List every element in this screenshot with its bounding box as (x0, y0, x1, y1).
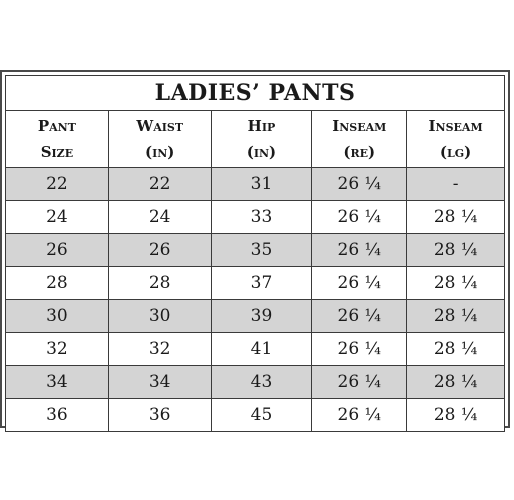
cell-inseam-regular: 26 ¼ (312, 399, 407, 432)
cell-pant-size: 24 (6, 201, 109, 234)
header-pant-size (6, 111, 109, 168)
cell-hip: 35 (211, 234, 312, 267)
cell-hip: 39 (211, 300, 312, 333)
cell-waist: 36 (108, 399, 211, 432)
header-line: Waist (136, 117, 183, 135)
cell-pant-size: 34 (6, 366, 109, 399)
cell-waist: 34 (108, 366, 211, 399)
cell-hip: 31 (211, 168, 312, 201)
table-row (6, 267, 505, 300)
cell-waist: 30 (108, 300, 211, 333)
cell-inseam-long: 28 ¼ (407, 366, 505, 399)
header-line: Pant (37, 117, 76, 135)
header-line: (in) (144, 143, 175, 161)
cell-inseam-regular: 26 ¼ (312, 201, 407, 234)
cell-inseam-regular: 26 ¼ (312, 267, 407, 300)
cell-pant-size: 26 (6, 234, 109, 267)
header-line: (re) (343, 143, 376, 161)
title-row (6, 76, 505, 111)
table-row (6, 234, 505, 267)
table-title: LADIES’ PANTS (6, 76, 505, 111)
cell-hip: 37 (211, 267, 312, 300)
header-line: (lg) (439, 143, 472, 161)
cell-pant-size: 36 (6, 399, 109, 432)
header-line: Inseam (332, 117, 387, 135)
cell-pant-size: 28 (6, 267, 109, 300)
cell-inseam-long: 28 ¼ (407, 234, 505, 267)
cell-pant-size: 32 (6, 333, 109, 366)
cell-waist: 28 (108, 267, 211, 300)
cell-pant-size: 30 (6, 300, 109, 333)
cell-inseam-long: 28 ¼ (407, 399, 505, 432)
header-line: Size (40, 143, 74, 161)
cell-inseam-long: 28 ¼ (407, 333, 505, 366)
cell-waist: 26 (108, 234, 211, 267)
cell-inseam-regular: 26 ¼ (312, 234, 407, 267)
header-line: Hip (247, 117, 276, 135)
cell-inseam-regular: 26 ¼ (312, 333, 407, 366)
cell-inseam-regular: 26 ¼ (312, 366, 407, 399)
cell-hip: 45 (211, 399, 312, 432)
cell-inseam-long: 28 ¼ (407, 300, 505, 333)
table-row (6, 300, 505, 333)
size-chart-table (5, 75, 505, 432)
header-line: Inseam (428, 117, 483, 135)
header-inseam-regular (312, 111, 407, 168)
table-row (6, 333, 505, 366)
header-hip (211, 111, 312, 168)
cell-inseam-long: 28 ¼ (407, 201, 505, 234)
header-line: (in) (246, 143, 277, 161)
cell-waist: 32 (108, 333, 211, 366)
header-row (6, 111, 505, 168)
cell-inseam-long: - (407, 168, 505, 201)
cell-inseam-long: 28 ¼ (407, 267, 505, 300)
table-row (6, 168, 505, 201)
cell-hip: 41 (211, 333, 312, 366)
table-row (6, 399, 505, 432)
cell-inseam-regular: 26 ¼ (312, 168, 407, 201)
cell-inseam-regular: 26 ¼ (312, 300, 407, 333)
cell-hip: 43 (211, 366, 312, 399)
cell-waist: 22 (108, 168, 211, 201)
header-inseam-long (407, 111, 505, 168)
cell-hip: 33 (211, 201, 312, 234)
header-waist (108, 111, 211, 168)
cell-waist: 24 (108, 201, 211, 234)
cell-pant-size: 22 (6, 168, 109, 201)
table-row (6, 366, 505, 399)
size-chart-frame (0, 70, 510, 428)
table-row (6, 201, 505, 234)
